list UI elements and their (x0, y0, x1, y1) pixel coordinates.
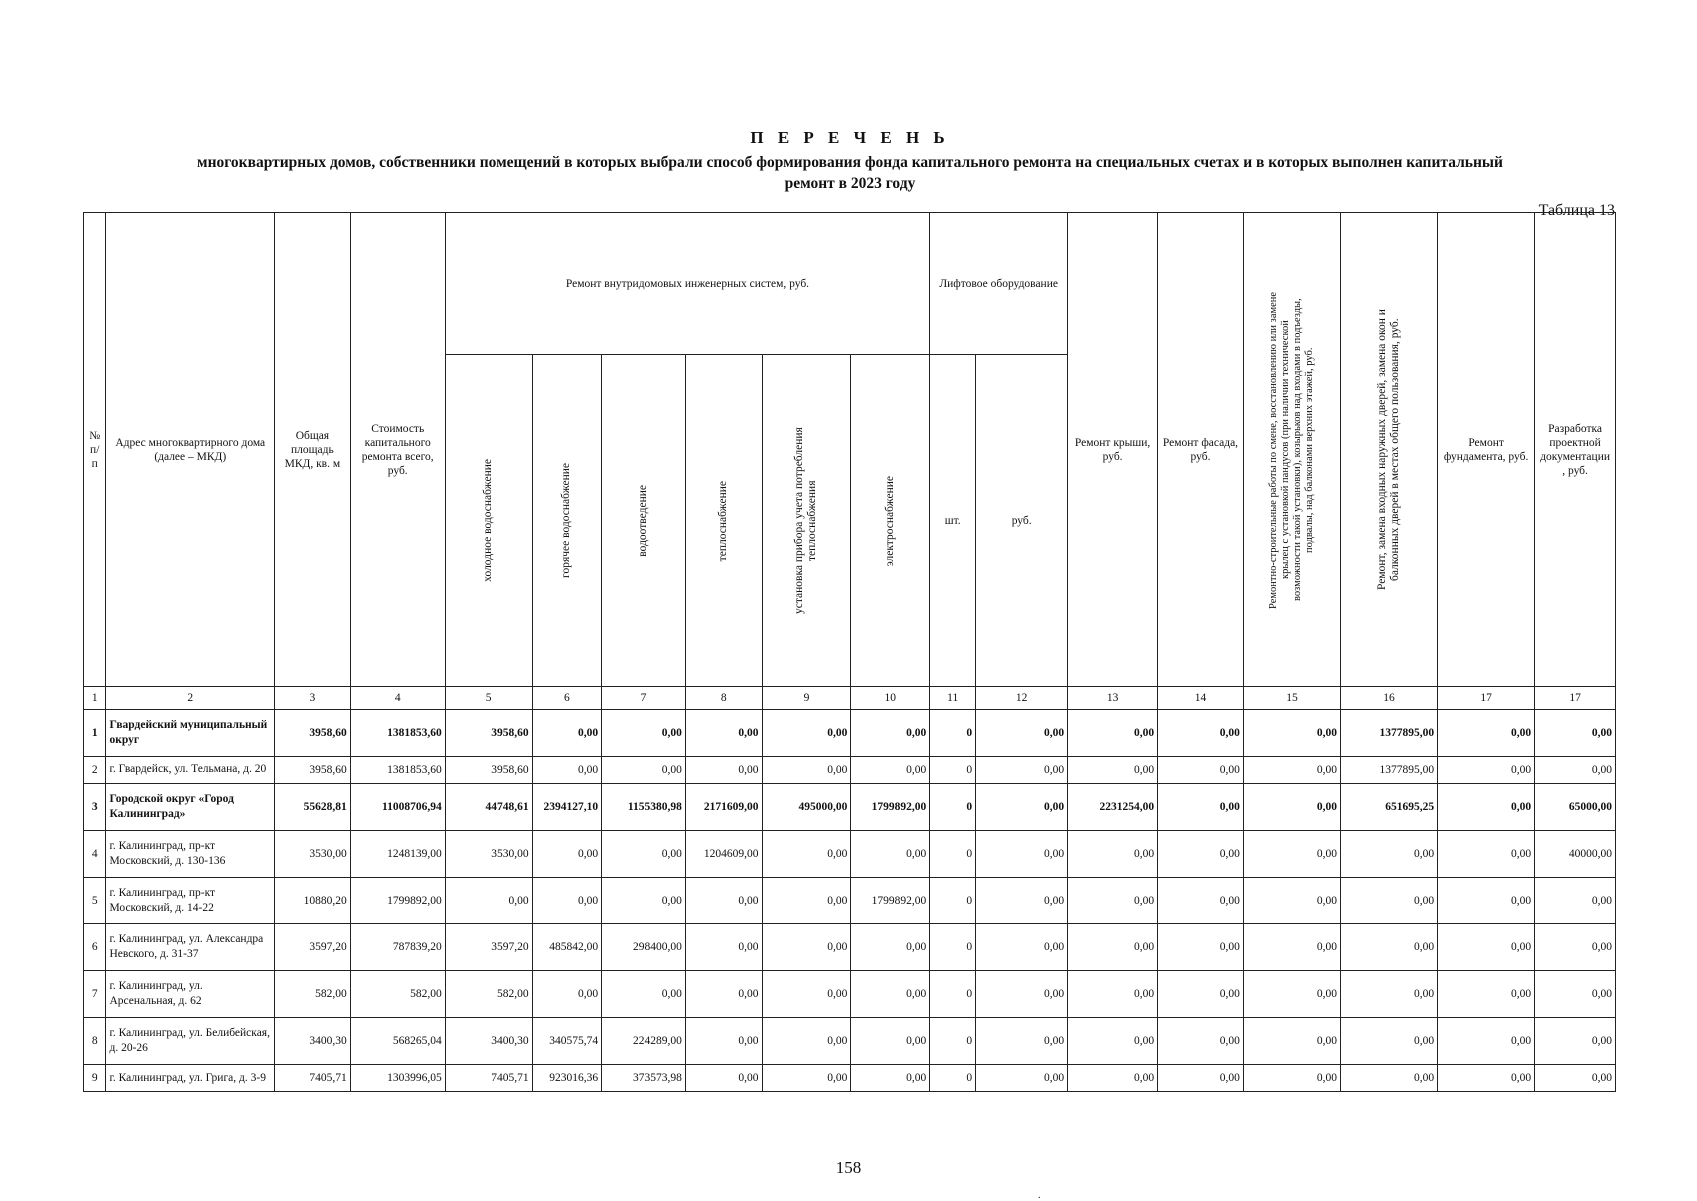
row-value: 0,00 (1158, 1065, 1244, 1092)
row-value: 0,00 (1158, 877, 1244, 924)
row-value: 0,00 (1158, 830, 1244, 877)
header-electric-cell (851, 355, 930, 687)
header-roof: Ремонт крыши, руб. (1068, 213, 1158, 687)
row-value: 3597,20 (275, 924, 351, 971)
header-lift-units: шт. (930, 355, 976, 687)
row-value: 0,00 (1340, 971, 1437, 1018)
row-value: 0,00 (1068, 1065, 1158, 1092)
table-row (84, 1018, 1616, 1065)
row-value: 0 (930, 1065, 976, 1092)
row-value: 7405,71 (275, 1065, 351, 1092)
row-value: 0,00 (976, 710, 1068, 757)
row-value: 3597,20 (445, 924, 532, 971)
row-value: 1381853,60 (350, 710, 445, 757)
row-value: 0 (930, 830, 976, 877)
row-value: 0,00 (1438, 971, 1535, 1018)
table-row (84, 710, 1616, 757)
row-address: г. Калининград, ул. Арсенальная, д. 62 (106, 971, 275, 1018)
header-lift-group: Лифтовое оборудование (930, 213, 1068, 355)
row-value: 44748,61 (445, 783, 532, 830)
row-value: 0,00 (1535, 757, 1616, 784)
row-value: 2171609,00 (685, 783, 762, 830)
row-address: Гвардейский муниципальный округ (106, 710, 275, 757)
row-value: 0,00 (532, 830, 601, 877)
row-address: г. Калининград, пр-кт Московский, д. 130-136 (106, 830, 275, 877)
row-value: 0,00 (851, 830, 930, 877)
row-value: 0,00 (976, 783, 1068, 830)
document-subtitle (60, 152, 1640, 194)
document-heading (60, 128, 1640, 194)
row-value: 0,00 (762, 877, 851, 924)
column-number: 9 (762, 687, 851, 710)
row-value: 0,00 (1438, 1065, 1535, 1092)
row-value: 340575,74 (532, 1018, 601, 1065)
row-value: 0,00 (1340, 830, 1437, 877)
row-number: 5 (84, 877, 106, 924)
header-cold-water: холодное водоснабжение (482, 459, 495, 583)
column-number-row (84, 687, 1616, 710)
row-value: 0,00 (1068, 710, 1158, 757)
table-row (84, 1065, 1616, 1092)
row-number: 6 (84, 924, 106, 971)
header-doors-cell (1340, 213, 1437, 687)
row-value: 0,00 (685, 757, 762, 784)
column-number: 5 (445, 687, 532, 710)
column-number: 16 (1340, 687, 1437, 710)
header-num: № п/п (84, 213, 106, 687)
row-value: 0,00 (532, 877, 601, 924)
table-row (84, 783, 1616, 830)
row-value: 0,00 (1068, 971, 1158, 1018)
header-hot-water-cell (532, 355, 601, 687)
subtitle-line-2: ремонт в 2023 году (784, 175, 916, 192)
row-value: 40000,00 (1535, 830, 1616, 877)
row-value: 651695,25 (1340, 783, 1437, 830)
subtitle-line-1: многоквартирных домов, собственники помещений в которых выбрали способ формирования фонда капитального ремонта на специальных счетах и в которых выполнен капитальный (197, 154, 1503, 171)
row-value: 0,00 (1438, 877, 1535, 924)
page-number: 158 (835, 1158, 862, 1177)
page-mark: . (1038, 1190, 1041, 1201)
column-number: 13 (1068, 687, 1158, 710)
row-value: 3958,60 (445, 710, 532, 757)
row-value: 1799892,00 (350, 877, 445, 924)
row-value: 0,00 (851, 924, 930, 971)
header-meter: установка прибора учета потребления теплоснабжения (793, 427, 819, 615)
row-value: 0,00 (976, 971, 1068, 1018)
row-value: 0,00 (685, 924, 762, 971)
header-row-1 (84, 213, 1616, 355)
row-address: г. Калининград, ул. Александра Невского, д. 31-37 (106, 924, 275, 971)
row-value: 3530,00 (445, 830, 532, 877)
row-value: 0,00 (1340, 1018, 1437, 1065)
row-address: г. Калининград, ул. Белибейская, д. 20-26 (106, 1018, 275, 1065)
table-row (84, 924, 1616, 971)
row-value: 0 (930, 924, 976, 971)
row-value: 1303996,05 (350, 1065, 445, 1092)
row-value: 0,00 (762, 971, 851, 1018)
row-number: 1 (84, 710, 106, 757)
row-value: 0,00 (762, 757, 851, 784)
row-value: 582,00 (445, 971, 532, 1018)
row-value: 0,00 (1158, 971, 1244, 1018)
row-address: г. Калининград, ул. Грига, д. 3-9 (106, 1065, 275, 1092)
row-value: 495000,00 (762, 783, 851, 830)
row-value: 0,00 (1438, 924, 1535, 971)
header-address: Адрес многоквартирного дома (далее – МКД) (106, 213, 275, 687)
row-value: 0,00 (1243, 1065, 1340, 1092)
row-value: 0,00 (1243, 877, 1340, 924)
row-value: 0,00 (976, 1065, 1068, 1092)
row-value: 0,00 (445, 877, 532, 924)
row-value: 0,00 (851, 971, 930, 1018)
header-doors: Ремонт, замена входных наружных дверей, замена окон и балконных дверей в местах общего пользования, руб. (1376, 309, 1402, 591)
row-value: 0,00 (532, 971, 601, 1018)
row-value: 0,00 (1438, 757, 1535, 784)
row-value: 3958,60 (445, 757, 532, 784)
column-number: 17 (1438, 687, 1535, 710)
row-value: 0,00 (1340, 924, 1437, 971)
row-value: 3400,30 (445, 1018, 532, 1065)
row-value: 0,00 (602, 971, 686, 1018)
row-value: 582,00 (275, 971, 351, 1018)
row-value: 787839,20 (350, 924, 445, 971)
table-row (84, 971, 1616, 1018)
row-value: 0,00 (1340, 877, 1437, 924)
row-value: 1248139,00 (350, 830, 445, 877)
row-value: 0,00 (1068, 830, 1158, 877)
row-value: 65000,00 (1535, 783, 1616, 830)
row-value: 0,00 (685, 710, 762, 757)
row-value: 0,00 (1243, 830, 1340, 877)
row-value: 0 (930, 877, 976, 924)
row-value: 1381853,60 (350, 757, 445, 784)
row-value: 0,00 (1068, 924, 1158, 971)
column-number: 11 (930, 687, 976, 710)
row-number: 7 (84, 971, 106, 1018)
row-value: 0,00 (1068, 1018, 1158, 1065)
row-value: 0,00 (602, 757, 686, 784)
row-value: 0,00 (532, 757, 601, 784)
buildings-table (83, 212, 1616, 1092)
header-foundation: Ремонт фундамента, руб. (1438, 213, 1535, 687)
row-value: 0 (930, 971, 976, 1018)
row-value: 0,00 (602, 710, 686, 757)
row-value: 0 (930, 1018, 976, 1065)
table-label: Таблица 13 (1538, 202, 1615, 219)
row-value: 0,00 (1535, 710, 1616, 757)
table-row (84, 877, 1616, 924)
row-value: 3958,60 (275, 710, 351, 757)
row-value: 1377895,00 (1340, 710, 1437, 757)
row-value: 0,00 (762, 710, 851, 757)
row-number: 3 (84, 783, 106, 830)
row-value: 2394127,10 (532, 783, 601, 830)
row-value: 0,00 (1243, 924, 1340, 971)
row-value: 0,00 (762, 1018, 851, 1065)
row-value: 0,00 (976, 757, 1068, 784)
row-value: 0,00 (976, 877, 1068, 924)
row-value: 0,00 (851, 1018, 930, 1065)
row-value: 1155380,98 (602, 783, 686, 830)
row-value: 0,00 (685, 1018, 762, 1065)
row-value: 0,00 (1438, 1018, 1535, 1065)
row-value: 7405,71 (445, 1065, 532, 1092)
row-value: 0,00 (602, 830, 686, 877)
row-value: 1377895,00 (1340, 757, 1437, 784)
row-value: 568265,04 (350, 1018, 445, 1065)
row-value: 0,00 (1243, 971, 1340, 1018)
header-drainage-cell (602, 355, 686, 687)
row-value: 923016,36 (532, 1065, 601, 1092)
column-number: 8 (685, 687, 762, 710)
row-value: 0,00 (1243, 757, 1340, 784)
row-value: 0,00 (1158, 783, 1244, 830)
row-value: 0,00 (602, 877, 686, 924)
row-value: 582,00 (350, 971, 445, 1018)
row-value: 0,00 (976, 1018, 1068, 1065)
header-design: Разработка проектной документации , руб. (1535, 213, 1616, 687)
row-value: 0,00 (1438, 710, 1535, 757)
row-value: 485842,00 (532, 924, 601, 971)
table-row (84, 757, 1616, 784)
row-value: 0,00 (1535, 924, 1616, 971)
header-hot-water: горячее водоснабжение (560, 463, 573, 579)
row-value: 0,00 (762, 1065, 851, 1092)
header-facade: Ремонт фасада, руб. (1158, 213, 1244, 687)
row-value: 10880,20 (275, 877, 351, 924)
row-value: 0,00 (1243, 1018, 1340, 1065)
column-number: 6 (532, 687, 601, 710)
header-area: Общая площадь МКД, кв. м (275, 213, 351, 687)
row-value: 0 (930, 757, 976, 784)
row-value: 0,00 (1535, 1018, 1616, 1065)
header-lift-rub: руб. (976, 355, 1068, 687)
row-value: 1204609,00 (685, 830, 762, 877)
row-value: 0,00 (532, 710, 601, 757)
row-number: 9 (84, 1065, 106, 1092)
row-value: 0,00 (762, 924, 851, 971)
column-number: 10 (851, 687, 930, 710)
row-value: 0,00 (1535, 971, 1616, 1018)
row-value: 0,00 (1535, 877, 1616, 924)
row-value: 0,00 (1340, 1065, 1437, 1092)
column-number: 7 (602, 687, 686, 710)
header-drainage: водоотведение (636, 484, 649, 557)
table-body (84, 710, 1616, 1092)
row-number: 4 (84, 830, 106, 877)
row-number: 8 (84, 1018, 106, 1065)
row-value: 0,00 (1535, 1065, 1616, 1092)
row-value: 0,00 (1158, 924, 1244, 971)
row-value: 0,00 (1068, 757, 1158, 784)
header-construction: Ремонтно-строительные работы по смене, восстановлению или замене крылец с установкой пандусов (при наличии технической возможности такой установки), козырьков над входами в подъезды, подвалы, над балконами верхних этажей, руб. (1267, 291, 1315, 609)
header-heating-cell (685, 355, 762, 687)
header-cold-water-cell (445, 355, 532, 687)
row-value: 0,00 (1158, 1018, 1244, 1065)
header-electric: электроснабжение (883, 475, 896, 566)
row-value: 0,00 (1158, 710, 1244, 757)
column-number: 1 (84, 687, 106, 710)
header-meter-cell (762, 355, 851, 687)
document-title: П Е Р Е Ч Е Н Ь (750, 128, 950, 147)
row-value: 373573,98 (602, 1065, 686, 1092)
row-value: 0,00 (685, 971, 762, 1018)
row-address: г. Калининград, пр-кт Московский, д. 14-22 (106, 877, 275, 924)
header-engineering-group: Ремонт внутридомовых инженерных систем, руб. (445, 213, 929, 355)
row-number: 2 (84, 757, 106, 784)
row-value: 0 (930, 783, 976, 830)
column-number: 15 (1243, 687, 1340, 710)
row-address: Городской округ «Город Калининград» (106, 783, 275, 830)
column-number: 3 (275, 687, 351, 710)
row-address: г. Гвардейск, ул. Тельмана, д. 20 (106, 757, 275, 784)
row-value: 3530,00 (275, 830, 351, 877)
row-value: 0,00 (1068, 877, 1158, 924)
row-value: 0,00 (976, 924, 1068, 971)
row-value: 0,00 (1438, 783, 1535, 830)
column-number: 12 (976, 687, 1068, 710)
row-value: 3958,60 (275, 757, 351, 784)
header-heating: теплоснабжение (717, 480, 730, 561)
row-value: 3400,30 (275, 1018, 351, 1065)
row-value: 0,00 (851, 710, 930, 757)
header-cost: Стоимость капитального ремонта всего, руб. (350, 213, 445, 687)
column-number: 17 (1535, 687, 1616, 710)
row-value: 55628,81 (275, 783, 351, 830)
row-value: 0,00 (685, 1065, 762, 1092)
row-value: 0,00 (685, 877, 762, 924)
row-value: 0,00 (851, 757, 930, 784)
row-value: 0,00 (1438, 830, 1535, 877)
column-number: 2 (106, 687, 275, 710)
row-value: 224289,00 (602, 1018, 686, 1065)
row-value: 0,00 (1243, 783, 1340, 830)
row-value: 0,00 (1243, 710, 1340, 757)
row-value: 0,00 (762, 830, 851, 877)
row-value: 1799892,00 (851, 877, 930, 924)
row-value: 0,00 (976, 830, 1068, 877)
column-number: 14 (1158, 687, 1244, 710)
row-value: 0 (930, 710, 976, 757)
row-value: 0,00 (851, 1065, 930, 1092)
row-value: 298400,00 (602, 924, 686, 971)
column-number: 4 (350, 687, 445, 710)
row-value: 11008706,94 (350, 783, 445, 830)
row-value: 0,00 (1158, 757, 1244, 784)
table-row (84, 830, 1616, 877)
header-construction-cell (1243, 213, 1340, 687)
row-value: 1799892,00 (851, 783, 930, 830)
row-value: 2231254,00 (1068, 783, 1158, 830)
